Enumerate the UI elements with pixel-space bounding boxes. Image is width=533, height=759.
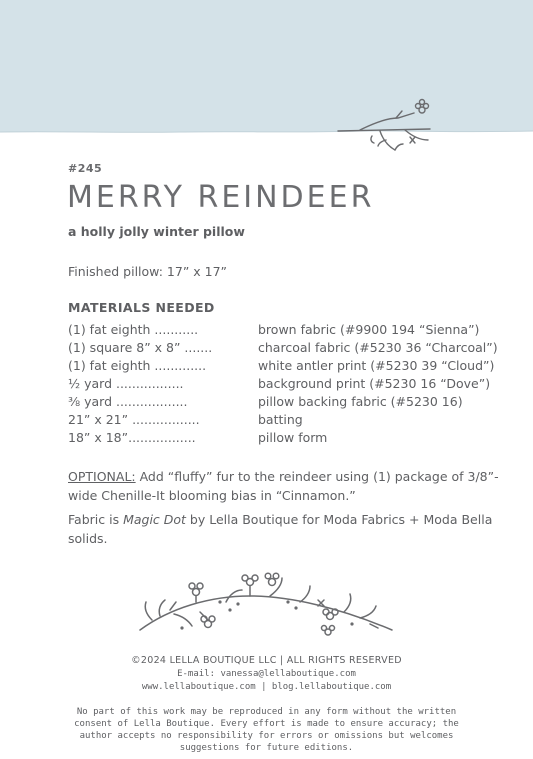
top-color-band xyxy=(0,0,533,150)
material-description: background print (#5230 16 “Dove”) xyxy=(258,376,491,391)
fabric-credit-suffix: by Lella Boutique for Moda Fabrics + Moda Bella solids. xyxy=(68,512,493,546)
optional-label: OPTIONAL: xyxy=(68,469,136,484)
material-row xyxy=(68,394,508,412)
fabric-credit-prefix: Fabric is xyxy=(68,512,124,527)
material-row xyxy=(68,412,508,430)
material-quantity: (1) fat eighth ........... xyxy=(68,322,199,337)
material-description: batting xyxy=(258,412,303,427)
torn-paper-edge xyxy=(0,0,533,160)
finished-size: Finished pillow: 17” x 17” xyxy=(68,264,228,279)
contact-email: E-mail: vanessa@lellaboutique.com xyxy=(177,669,356,679)
material-quantity: 18” x 18”................. xyxy=(68,430,196,445)
materials-heading: MATERIALS NEEDED xyxy=(68,300,215,315)
material-quantity: (1) square 8” x 8” ....... xyxy=(68,340,213,355)
materials-list xyxy=(68,322,508,448)
floral-vine-icon xyxy=(130,572,400,642)
material-quantity: ½ yard ................. xyxy=(68,376,184,391)
material-description: pillow form xyxy=(258,430,328,445)
pattern-number: #245 xyxy=(68,162,103,175)
material-quantity: 21” x 21” ................. xyxy=(68,412,200,427)
page-title: MERRY REINDEER xyxy=(67,180,375,215)
contact-websites: www.lellaboutique.com | blog.lellaboutique.com xyxy=(141,682,392,692)
material-row xyxy=(68,340,508,358)
optional-text: Add “fluffy” fur to the reindeer using (1) package of 3/8”-wide Chenille-It blooming bias in “Cinnamon.” xyxy=(68,469,499,503)
material-description: brown fabric (#9900 194 “Sienna”) xyxy=(258,322,480,337)
material-quantity: ⅜ yard .................. xyxy=(68,394,188,409)
page-subtitle: a holly jolly winter pillow xyxy=(68,224,245,239)
material-description: charcoal fabric (#5230 36 “Charcoal”) xyxy=(258,340,498,355)
material-quantity: (1) fat eighth ............. xyxy=(68,358,207,373)
fabric-collection-name: Magic Dot xyxy=(123,512,186,527)
material-description: pillow backing fabric (#5230 16) xyxy=(258,394,463,409)
optional-note xyxy=(68,467,508,505)
material-row xyxy=(68,376,508,394)
fabric-credit xyxy=(68,510,508,548)
material-row xyxy=(68,358,508,376)
copyright-notice: ©2024 LELLA BOUTIQUE LLC | ALL RIGHTS RESERVED xyxy=(131,655,402,666)
legal-disclaimer: No part of this work may be reproduced in any form without the written consent of Lella Boutique. Every effort is made to ensure accuracy; the author accepts no responsibility for errors or omissions but welcomes suggestions for future editions. xyxy=(74,707,459,753)
material-row xyxy=(68,322,508,340)
material-row xyxy=(68,430,508,448)
material-description: white antler print (#5230 39 “Cloud”) xyxy=(258,358,495,373)
